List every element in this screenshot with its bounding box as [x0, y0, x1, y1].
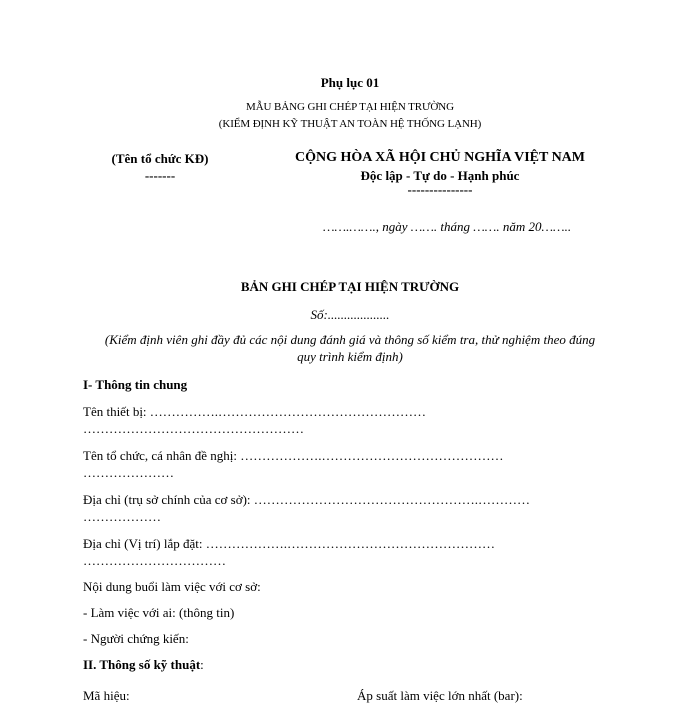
model-code-label: Mã hiệu:	[83, 688, 130, 703]
max-pressure-label: Áp suất làm việc lớn nhất (bar):	[357, 688, 523, 703]
hq-address-field: Địa chỉ (trụ sở chính của cơ sở): …………………………………………….…………	[83, 492, 531, 507]
org-name: (Tên tổ chức KĐ)	[111, 151, 209, 166]
section-1-heading: I- Thông tin chung	[83, 377, 188, 392]
requester-field: Tên tổ chức, cá nhân đề nghị: ……………….……………………………………	[83, 448, 504, 463]
date-line: …….……., ngày ……. tháng ……. năm 20……..	[323, 219, 572, 234]
device-name-field: Tên thiết bị: …………….…………………………………………	[83, 404, 427, 419]
record-instruction-line-1: (Kiểm định viên ghi đầy đủ các nội dung đánh giá và thông số kiểm tra, thử nghiệm theo đúng	[104, 332, 596, 347]
record-number: Số:...................	[310, 307, 390, 322]
section-2-heading-text: II. Thông số kỹ thuật	[83, 657, 201, 672]
section-2-heading-colon: :	[200, 657, 204, 672]
work-with-label: - Làm việc với ai: (thông tin)	[83, 605, 235, 620]
witness-label: - Người chứng kiến:	[83, 631, 189, 646]
hq-address-field-cont: ………………	[83, 509, 161, 524]
org-dashes: -------	[144, 168, 176, 183]
form-title: MẪU BẢNG GHI CHÉP TẠI HIỆN TRƯỜNG	[246, 101, 454, 113]
appendix-label: Phụ lục 01	[320, 75, 380, 90]
requester-field-cont: …………………	[83, 465, 174, 480]
record-instruction-line-2: quy trình kiểm định)	[297, 349, 403, 364]
national-title: CỘNG HÒA XÃ HỘI CHỦ NGHĨA VIỆT NAM	[294, 150, 585, 165]
device-name-field-cont: ……………………………………………	[83, 421, 304, 436]
section-2-heading	[83, 657, 204, 673]
site-address-field: Địa chỉ (Vị trí) lắp đặt: ……………….…………………………………………	[83, 536, 495, 551]
national-dashes: ---------------	[407, 182, 473, 197]
national-motto: Độc lập - Tự do - Hạnh phúc	[360, 168, 520, 183]
record-title: BẢN GHI CHÉP TẠI HIỆN TRƯỜNG	[240, 279, 460, 294]
form-subtitle: (KIỂM ĐỊNH KỸ THUẬT AN TOÀN HỆ THỐNG LẠNH)	[218, 118, 482, 130]
site-address-field-cont: ……………………………	[83, 553, 226, 568]
meeting-content-label: Nội dung buổi làm việc với cơ sở:	[83, 579, 261, 594]
